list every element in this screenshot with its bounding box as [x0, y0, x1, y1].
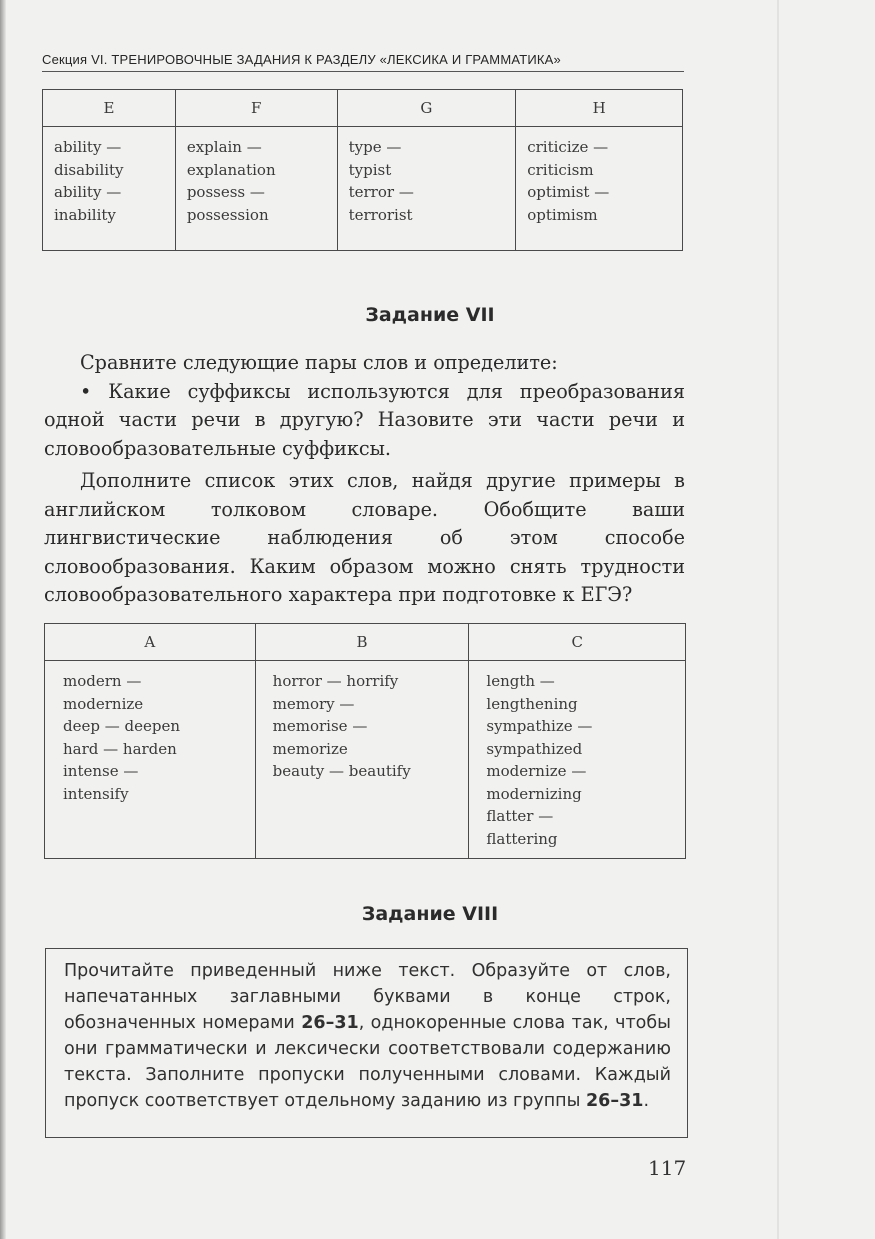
column-header-a: A: [45, 624, 256, 661]
word-entry: memorize: [272, 739, 348, 758]
table-cell-h: [516, 127, 683, 251]
table-header-row: [45, 624, 686, 661]
word-entry: typist: [348, 160, 392, 179]
column-header-f: F: [175, 90, 337, 127]
table-cell-c: [469, 661, 686, 859]
word-entry: horror — horrify: [272, 672, 399, 690]
task-range: 26–31: [585, 1091, 644, 1111]
word-entry: optimist —: [527, 183, 610, 201]
word-entry: flatter —: [486, 807, 554, 825]
page-number: 117: [648, 1156, 687, 1180]
column-header-h: H: [516, 90, 683, 127]
word-entry: terrorist: [348, 205, 413, 224]
word-entry: inability: [54, 205, 116, 224]
task-7-text: [44, 349, 685, 610]
running-header: Секция VI. ТРЕНИРОВОЧНЫЕ ЗАДАНИЯ К РАЗДЕЛУ «ЛЕКСИКА И ГРАММАТИКА»: [42, 52, 561, 67]
word-entry: hard — harden: [63, 739, 177, 758]
task-7-bullet: • Какие суффиксы используются для преобразования одной части речи в другую? Назовите эти части речи и словообразовательные суффиксы.: [44, 379, 685, 460]
table-cell-b: [255, 661, 469, 859]
word-entry: deep — deepen: [63, 717, 180, 735]
word-entry: flattering: [486, 829, 558, 848]
word-entry: intensify: [63, 784, 129, 803]
table-row: [45, 661, 686, 859]
instruction-text: , однокоренные слова так, чтобы они грамматически и лексически соответствовали содержанию текста. Заполните пропуски полученными словами. Каждый пропуск соответствует отдельному заданию из группы: [64, 1013, 671, 1111]
word-table-efgh: [42, 89, 683, 251]
word-entry: disability: [54, 160, 124, 179]
word-entry: modern —: [63, 672, 142, 690]
table-cell-e: [43, 127, 176, 251]
word-entry: modernize: [63, 694, 144, 713]
word-entry: length —: [486, 672, 555, 690]
word-entry: sympathize —: [486, 717, 593, 735]
task-7-title: Задание VII: [365, 304, 495, 326]
column-header-c: C: [469, 624, 686, 661]
table-cell-f: [175, 127, 337, 251]
word-entry: sympathized: [486, 739, 583, 758]
word-entry: ability —: [54, 138, 122, 156]
task-7-paragraph: Сравните следующие пары слов и определите:: [80, 351, 558, 374]
word-entry: memorise —: [272, 717, 368, 735]
word-entry: explanation: [186, 160, 276, 179]
page-edge-line: [777, 0, 779, 1239]
column-header-b: B: [255, 624, 469, 661]
task-range: 26–31: [301, 1013, 359, 1033]
table-row: [43, 127, 683, 251]
word-entry: modernize —: [486, 762, 587, 780]
table-cell-g: [337, 127, 516, 251]
word-entry: lengthening: [486, 694, 578, 713]
task-8-title: Задание VIII: [361, 903, 499, 925]
page-edge-shadow: [0, 0, 6, 1239]
table-header-row: [43, 90, 683, 127]
instruction-text: .: [643, 1091, 650, 1111]
column-header-g: G: [337, 90, 516, 127]
instruction-text: Прочитайте приведенный ниже текст. Образуйте от слов, напечатанных заглавными буквами в конце строк, обозначенных номерами: [64, 961, 671, 1033]
word-entry: ability —: [54, 183, 122, 201]
word-table-abc: [44, 623, 686, 859]
word-entry: criticize —: [527, 138, 609, 156]
task-7-paragraph: Дополните список этих слов, найдя другие примеры в английском толковом словаре. Обобщите ваши лингвистические наблюдения об этом способе словообразования. Каким образом можно снять трудности словообразовательного характера при подготовке к ЕГЭ?: [44, 469, 685, 606]
word-entry: possession: [186, 205, 269, 224]
table-cell-a: [45, 661, 256, 859]
word-entry: optimism: [527, 205, 598, 224]
word-entry: explain —: [186, 138, 262, 156]
task-8-instruction-box: [45, 948, 688, 1138]
word-entry: beauty — beautify: [272, 762, 411, 780]
word-entry: possess —: [186, 183, 265, 201]
word-entry: modernizing: [486, 784, 582, 803]
word-entry: type —: [348, 138, 402, 156]
header-divider: [42, 71, 684, 72]
word-entry: memory —: [272, 694, 355, 713]
word-entry: intense —: [63, 762, 139, 780]
word-entry: terror —: [348, 183, 414, 201]
column-header-e: E: [43, 90, 176, 127]
word-entry: criticism: [527, 160, 594, 179]
